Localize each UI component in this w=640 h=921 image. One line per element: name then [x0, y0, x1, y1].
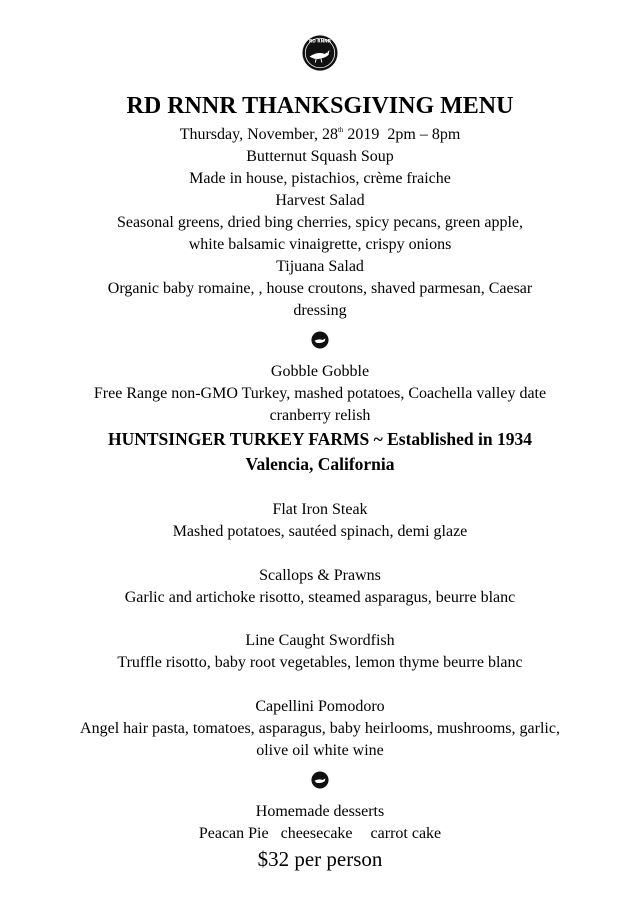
dish-name: Butternut Squash Soup: [246, 148, 394, 165]
dish-description: Truffle risotto, baby root vegetables, lemon thyme beurre blanc: [117, 654, 523, 671]
dish-description: olive oil white wine: [256, 742, 384, 759]
farm-location: Valencia, California: [245, 454, 395, 474]
svg-text:RD RNNR: RD RNNR: [308, 39, 332, 45]
featured-dish-name: Gobble Gobble: [270, 363, 370, 380]
dish-description: Made in house, pistachios, crème fraiche: [189, 170, 451, 187]
event-hours: 2pm – 8pm: [387, 126, 461, 143]
dish-description: Mashed potatoes, sautéed spinach, demi glaze: [172, 523, 468, 540]
dish-description: dressing: [293, 302, 347, 319]
desserts-heading: Homemade desserts: [255, 803, 385, 820]
dessert-item: Peacan Pie: [198, 825, 269, 842]
dessert-item: cheesecake: [280, 825, 353, 842]
dish-description: Angel hair pasta, tomatoes, asparagus, baby heirlooms, mushrooms, garlic,: [80, 720, 560, 737]
dish-description: Organic baby romaine, , house croutons, shaved parmesan, Caesar: [107, 280, 533, 297]
event-date-line: [0, 124, 640, 146]
date-ordinal: th: [337, 126, 344, 134]
event-date: Thursday, November, 28: [179, 126, 338, 143]
roadrunner-logo-icon: [301, 34, 339, 72]
dish-name: Tijuana Salad: [276, 258, 364, 275]
dish-name: Line Caught Swordfish: [245, 632, 395, 649]
dish-description: Seasonal greens, dried bing cherries, spicy pecans, green apple,: [116, 214, 524, 231]
dish-name: Capellini Pomodoro: [255, 698, 385, 715]
featured-dish-description: Free Range non-GMO Turkey, mashed potatoes, Coachella valley date: [93, 385, 547, 402]
dish-description: white balsamic vinaigrette, crispy onions: [188, 236, 452, 253]
dish-description: Garlic and artichoke risotto, steamed asparagus, beurre blanc: [124, 589, 516, 606]
dessert-item: carrot cake: [370, 825, 442, 842]
rd-rnnr-logo: [301, 34, 339, 72]
farm-name: HUNTSINGER TURKEY FARMS ~ Established in 1934: [108, 429, 532, 449]
desserts-list: [0, 823, 640, 845]
price: $32 per person: [257, 847, 383, 871]
featured-dish-description: cranberry relish: [269, 407, 371, 424]
dish-name: Harvest Salad: [275, 192, 365, 209]
roadrunner-emblem-icon: [311, 771, 329, 789]
menu-title: RD RNNR THANKSGIVING MENU: [126, 93, 514, 119]
event-year: 2019: [343, 126, 380, 143]
roadrunner-emblem-icon: [311, 331, 329, 349]
dish-name: Flat Iron Steak: [272, 501, 368, 518]
dish-name: Scallops & Prawns: [259, 567, 381, 584]
